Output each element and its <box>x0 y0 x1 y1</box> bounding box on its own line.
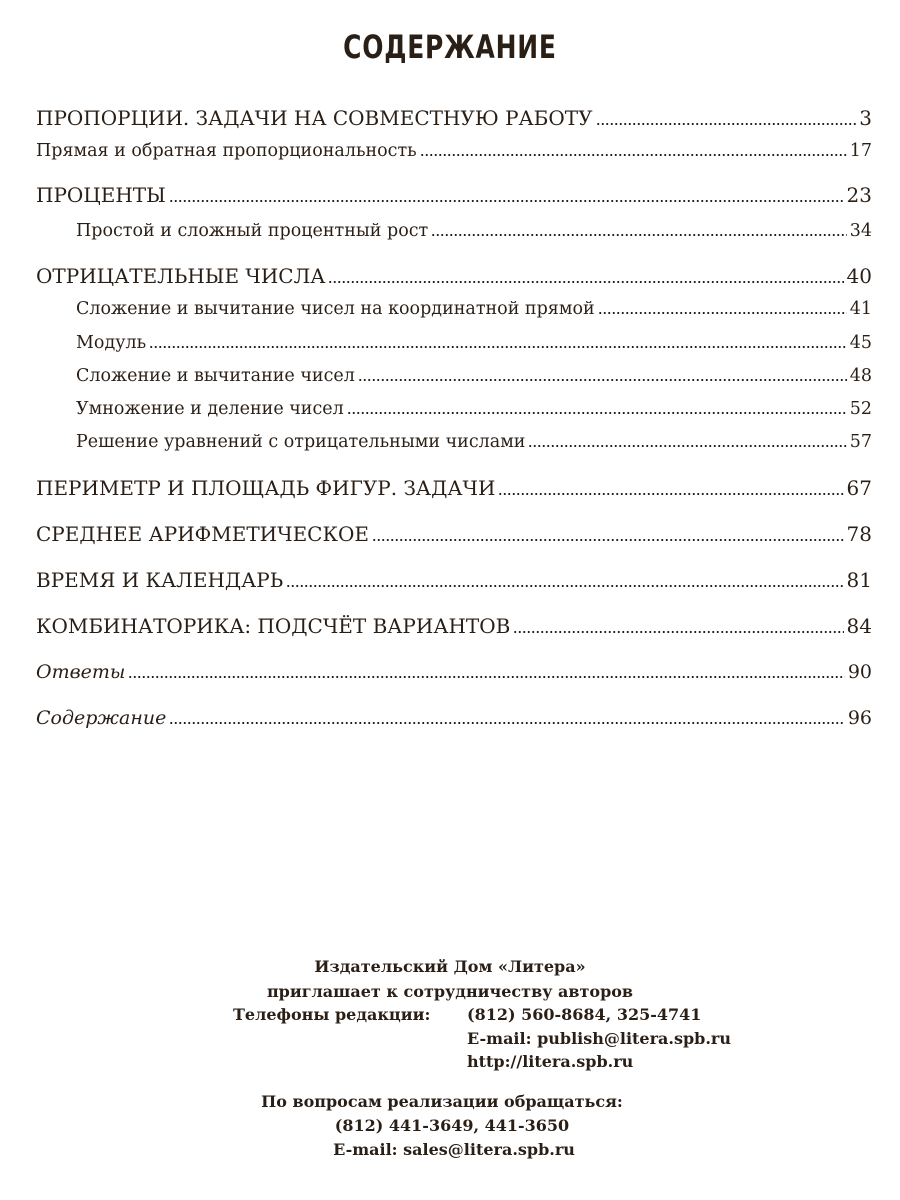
dot-leader <box>372 538 844 542</box>
toc-entry[interactable] <box>36 141 872 161</box>
toc-page-number: 34 <box>849 221 872 241</box>
phones-label: Телефоны редакции: <box>233 1005 431 1024</box>
toc-page-number: 3 <box>859 106 872 130</box>
dot-leader <box>169 199 844 203</box>
dot-leader <box>128 675 844 679</box>
toc-page-number: 84 <box>846 614 872 638</box>
toc-entry-label: Умножение и деление чисел <box>76 399 344 419</box>
toc-entry-label: ПРОПОРЦИИ. ЗАДАЧИ НА СОВМЕСТНУЮ РАБОТУ <box>36 106 593 130</box>
toc-entry-label: Прямая и обратная пропорциональность <box>36 141 417 161</box>
toc-page-number: 52 <box>849 399 872 419</box>
toc-entry[interactable] <box>36 707 872 729</box>
toc-entry-label: Простой и сложный процентный рост <box>76 221 429 241</box>
dot-leader <box>498 492 843 496</box>
toc-entry-label: ПРОЦЕНТЫ <box>36 183 166 207</box>
toc-page-number: 81 <box>846 568 872 592</box>
toc-entry[interactable] <box>76 399 872 419</box>
toc-entry-label: Ответы <box>36 661 126 683</box>
toc-entry[interactable] <box>36 661 872 683</box>
editorial-email[interactable]: E-mail: publish@litera.spb.ru <box>467 1029 731 1048</box>
toc-page-number: 23 <box>846 183 872 207</box>
dot-leader <box>149 345 847 349</box>
toc-page-number: 67 <box>846 476 872 500</box>
dot-leader <box>596 122 857 126</box>
toc-entry[interactable] <box>36 106 872 130</box>
toc-entry[interactable] <box>36 568 872 592</box>
toc-entry-label: КОМБИНАТОРИКА: ПОДСЧЁТ ВАРИАНТОВ <box>36 614 511 638</box>
toc-page-number: 40 <box>846 264 872 288</box>
toc-page-number: 78 <box>846 522 872 546</box>
website-link[interactable]: http://litera.spb.ru <box>467 1052 634 1071</box>
sales-phones: (812) 441-3649, 441-3650 <box>334 1116 570 1135</box>
toc-entry-label: СРЕДНЕЕ АРИФМЕТИЧЕСКОЕ <box>36 522 369 546</box>
dot-leader <box>347 411 847 415</box>
toc-entry-label: Содержание <box>36 707 167 729</box>
toc-page-number: 48 <box>849 366 872 386</box>
toc-entry-label: Модуль <box>76 333 147 353</box>
toc-entry-label: Сложение и вычитание чисел <box>76 366 355 386</box>
page-title: СОДЕРЖАНИЕ <box>343 28 557 66</box>
toc-entry[interactable] <box>36 614 872 638</box>
toc-entry-label: ОТРИЦАТЕЛЬНЫЕ ЧИСЛА <box>36 264 326 288</box>
toc-entry[interactable] <box>76 432 872 452</box>
publisher-name: Издательский Дом «Литера» <box>314 957 586 976</box>
toc-page-number: 41 <box>849 299 872 319</box>
toc-page-number: 90 <box>847 661 872 683</box>
dot-leader <box>598 311 847 315</box>
editorial-phones: (812) 560-8684, 325-4741 <box>467 1005 702 1024</box>
toc-entry-label: Сложение и вычитание чисел на координатной прямой <box>76 299 595 319</box>
toc-page-number: 17 <box>849 141 872 161</box>
sales-email[interactable]: E-mail: sales@litera.spb.ru <box>333 1140 575 1159</box>
dot-leader <box>420 153 847 157</box>
dot-leader <box>431 233 846 237</box>
toc-entry[interactable] <box>36 183 872 207</box>
toc-entry[interactable] <box>36 264 872 288</box>
dot-leader <box>328 280 843 284</box>
toc-page-number: 96 <box>847 707 872 729</box>
toc-page-number: 57 <box>849 432 872 452</box>
dot-leader <box>528 444 846 448</box>
dot-leader <box>286 584 843 588</box>
toc-page-number: 45 <box>849 333 872 353</box>
dot-leader <box>513 630 843 634</box>
toc-entry[interactable] <box>76 366 872 386</box>
dot-leader <box>358 378 847 382</box>
toc-entry[interactable] <box>76 299 872 319</box>
toc-entry-label: Решение уравнений с отрицательными числами <box>76 432 526 452</box>
dot-leader <box>169 721 844 725</box>
toc-entry-label: ПЕРИМЕТР И ПЛОЩАДЬ ФИГУР. ЗАДАЧИ <box>36 476 496 500</box>
toc-entry[interactable] <box>36 522 872 546</box>
toc-entry[interactable] <box>76 333 872 353</box>
sales-label: По вопросам реализации обращаться: <box>261 1092 623 1111</box>
publisher-invite: приглашает к сотрудничеству авторов <box>266 982 634 1001</box>
toc-entry[interactable] <box>76 221 872 241</box>
toc-entry[interactable] <box>36 476 872 500</box>
toc-entry-label: ВРЕМЯ И КАЛЕНДАРЬ <box>36 568 284 592</box>
